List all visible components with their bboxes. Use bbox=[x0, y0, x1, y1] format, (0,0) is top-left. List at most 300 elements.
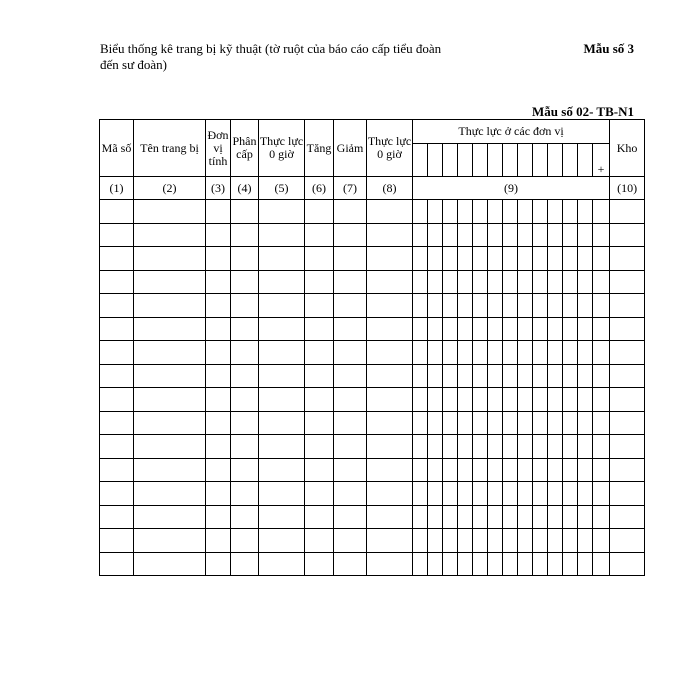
table-cell[interactable] bbox=[503, 270, 518, 294]
table-cell[interactable] bbox=[518, 505, 533, 529]
table-cell[interactable] bbox=[518, 435, 533, 459]
table-cell[interactable] bbox=[548, 388, 563, 412]
table-cell[interactable] bbox=[231, 435, 259, 459]
table-cell[interactable] bbox=[259, 364, 305, 388]
table-cell[interactable] bbox=[473, 364, 488, 388]
table-cell[interactable] bbox=[305, 223, 334, 247]
table-cell[interactable] bbox=[548, 294, 563, 318]
table-cell[interactable] bbox=[488, 411, 503, 435]
table-cell[interactable] bbox=[305, 341, 334, 365]
table-cell[interactable] bbox=[134, 388, 206, 412]
table-cell[interactable] bbox=[503, 458, 518, 482]
table-cell[interactable] bbox=[305, 200, 334, 224]
table-cell[interactable] bbox=[533, 552, 548, 576]
table-cell[interactable] bbox=[488, 247, 503, 271]
table-cell[interactable] bbox=[488, 223, 503, 247]
table-cell[interactable] bbox=[578, 411, 593, 435]
table-cell[interactable] bbox=[305, 505, 334, 529]
table-cell[interactable] bbox=[334, 505, 367, 529]
table-cell[interactable] bbox=[334, 294, 367, 318]
table-cell[interactable] bbox=[458, 341, 473, 365]
table-cell[interactable] bbox=[259, 388, 305, 412]
table-cell[interactable] bbox=[503, 552, 518, 576]
table-cell[interactable] bbox=[593, 482, 610, 506]
table-cell[interactable] bbox=[443, 458, 458, 482]
table-cell[interactable] bbox=[259, 529, 305, 553]
table-cell[interactable] bbox=[578, 200, 593, 224]
table-cell[interactable] bbox=[413, 200, 428, 224]
table-cell[interactable] bbox=[134, 364, 206, 388]
table-cell[interactable] bbox=[610, 552, 645, 576]
table-cell[interactable] bbox=[259, 482, 305, 506]
table-cell[interactable] bbox=[259, 341, 305, 365]
table-cell[interactable] bbox=[610, 294, 645, 318]
table-cell[interactable] bbox=[259, 247, 305, 271]
table-cell[interactable] bbox=[458, 294, 473, 318]
table-cell[interactable] bbox=[458, 223, 473, 247]
table-cell[interactable] bbox=[100, 270, 134, 294]
table-cell[interactable] bbox=[413, 364, 428, 388]
table-cell[interactable] bbox=[206, 482, 231, 506]
table-cell[interactable] bbox=[518, 529, 533, 553]
table-cell[interactable] bbox=[134, 317, 206, 341]
table-cell[interactable] bbox=[518, 223, 533, 247]
table-cell[interactable] bbox=[334, 458, 367, 482]
table-cell[interactable] bbox=[413, 552, 428, 576]
table-cell[interactable] bbox=[593, 505, 610, 529]
table-cell[interactable] bbox=[367, 364, 413, 388]
table-cell[interactable] bbox=[488, 529, 503, 553]
table-cell[interactable] bbox=[367, 341, 413, 365]
table-cell[interactable] bbox=[231, 458, 259, 482]
table-cell[interactable] bbox=[428, 364, 443, 388]
table-cell[interactable] bbox=[334, 388, 367, 412]
table-cell[interactable] bbox=[473, 552, 488, 576]
table-cell[interactable] bbox=[100, 552, 134, 576]
table-cell[interactable] bbox=[503, 435, 518, 459]
table-cell[interactable] bbox=[503, 294, 518, 318]
table-cell[interactable] bbox=[231, 482, 259, 506]
table-cell[interactable] bbox=[563, 458, 578, 482]
table-cell[interactable] bbox=[259, 552, 305, 576]
table-cell[interactable] bbox=[503, 364, 518, 388]
table-cell[interactable] bbox=[578, 388, 593, 412]
table-cell[interactable] bbox=[231, 247, 259, 271]
table-cell[interactable] bbox=[610, 388, 645, 412]
table-cell[interactable] bbox=[443, 411, 458, 435]
table-cell[interactable] bbox=[503, 317, 518, 341]
table-cell[interactable] bbox=[473, 200, 488, 224]
table-cell[interactable] bbox=[305, 552, 334, 576]
table-cell[interactable] bbox=[473, 247, 488, 271]
table-cell[interactable] bbox=[367, 505, 413, 529]
table-cell[interactable] bbox=[134, 411, 206, 435]
table-cell[interactable] bbox=[578, 294, 593, 318]
table-cell[interactable] bbox=[100, 294, 134, 318]
table-cell[interactable] bbox=[458, 200, 473, 224]
table-cell[interactable] bbox=[503, 247, 518, 271]
table-cell[interactable] bbox=[206, 505, 231, 529]
table-cell[interactable] bbox=[548, 435, 563, 459]
table-cell[interactable] bbox=[413, 270, 428, 294]
table-cell[interactable] bbox=[610, 223, 645, 247]
table-cell[interactable] bbox=[473, 482, 488, 506]
table-cell[interactable] bbox=[518, 458, 533, 482]
table-cell[interactable] bbox=[503, 388, 518, 412]
table-cell[interactable] bbox=[610, 247, 645, 271]
table-cell[interactable] bbox=[533, 317, 548, 341]
table-cell[interactable] bbox=[367, 411, 413, 435]
table-cell[interactable] bbox=[473, 458, 488, 482]
table-cell[interactable] bbox=[334, 270, 367, 294]
table-cell[interactable] bbox=[443, 552, 458, 576]
table-cell[interactable] bbox=[473, 411, 488, 435]
table-cell[interactable] bbox=[488, 552, 503, 576]
table-cell[interactable] bbox=[458, 505, 473, 529]
table-cell[interactable] bbox=[533, 458, 548, 482]
table-cell[interactable] bbox=[428, 341, 443, 365]
table-cell[interactable] bbox=[134, 247, 206, 271]
table-cell[interactable] bbox=[533, 482, 548, 506]
table-cell[interactable] bbox=[610, 458, 645, 482]
table-cell[interactable] bbox=[443, 200, 458, 224]
table-cell[interactable] bbox=[134, 529, 206, 553]
table-cell[interactable] bbox=[428, 247, 443, 271]
table-cell[interactable] bbox=[488, 458, 503, 482]
table-cell[interactable] bbox=[473, 317, 488, 341]
table-cell[interactable] bbox=[231, 529, 259, 553]
table-cell[interactable] bbox=[578, 247, 593, 271]
table-cell[interactable] bbox=[367, 200, 413, 224]
table-cell[interactable] bbox=[593, 411, 610, 435]
table-cell[interactable] bbox=[206, 223, 231, 247]
table-cell[interactable] bbox=[443, 505, 458, 529]
table-cell[interactable] bbox=[488, 482, 503, 506]
table-cell[interactable] bbox=[593, 200, 610, 224]
table-cell[interactable] bbox=[259, 458, 305, 482]
table-cell[interactable] bbox=[548, 317, 563, 341]
table-cell[interactable] bbox=[413, 294, 428, 318]
table-cell[interactable] bbox=[488, 364, 503, 388]
table-cell[interactable] bbox=[367, 247, 413, 271]
table-cell[interactable] bbox=[458, 552, 473, 576]
table-cell[interactable] bbox=[413, 458, 428, 482]
table-cell[interactable] bbox=[428, 270, 443, 294]
table-cell[interactable] bbox=[206, 341, 231, 365]
table-cell[interactable] bbox=[428, 317, 443, 341]
table-cell[interactable] bbox=[443, 294, 458, 318]
table-cell[interactable] bbox=[578, 505, 593, 529]
table-cell[interactable] bbox=[458, 411, 473, 435]
table-cell[interactable] bbox=[458, 458, 473, 482]
table-cell[interactable] bbox=[473, 294, 488, 318]
table-cell[interactable] bbox=[367, 317, 413, 341]
table-cell[interactable] bbox=[367, 458, 413, 482]
table-cell[interactable] bbox=[518, 200, 533, 224]
table-cell[interactable] bbox=[134, 482, 206, 506]
table-cell[interactable] bbox=[231, 552, 259, 576]
table-cell[interactable] bbox=[206, 411, 231, 435]
table-cell[interactable] bbox=[533, 341, 548, 365]
table-cell[interactable] bbox=[578, 552, 593, 576]
table-cell[interactable] bbox=[563, 411, 578, 435]
table-cell[interactable] bbox=[473, 529, 488, 553]
table-cell[interactable] bbox=[100, 458, 134, 482]
table-cell[interactable] bbox=[428, 435, 443, 459]
table-cell[interactable] bbox=[610, 529, 645, 553]
table-cell[interactable] bbox=[259, 411, 305, 435]
table-cell[interactable] bbox=[100, 529, 134, 553]
table-cell[interactable] bbox=[533, 435, 548, 459]
table-cell[interactable] bbox=[518, 364, 533, 388]
table-cell[interactable] bbox=[458, 388, 473, 412]
table-cell[interactable] bbox=[443, 435, 458, 459]
table-cell[interactable] bbox=[443, 482, 458, 506]
table-cell[interactable] bbox=[593, 317, 610, 341]
table-cell[interactable] bbox=[610, 317, 645, 341]
table-cell[interactable] bbox=[367, 552, 413, 576]
table-cell[interactable] bbox=[231, 270, 259, 294]
table-cell[interactable] bbox=[443, 270, 458, 294]
table-cell[interactable] bbox=[100, 247, 134, 271]
table-cell[interactable] bbox=[305, 388, 334, 412]
table-cell[interactable] bbox=[593, 247, 610, 271]
table-cell[interactable] bbox=[518, 317, 533, 341]
table-cell[interactable] bbox=[578, 482, 593, 506]
table-cell[interactable] bbox=[578, 341, 593, 365]
table-cell[interactable] bbox=[548, 270, 563, 294]
table-cell[interactable] bbox=[100, 341, 134, 365]
table-cell[interactable] bbox=[563, 200, 578, 224]
table-cell[interactable] bbox=[231, 200, 259, 224]
table-cell[interactable] bbox=[305, 317, 334, 341]
table-cell[interactable] bbox=[458, 270, 473, 294]
table-cell[interactable] bbox=[548, 411, 563, 435]
table-cell[interactable] bbox=[488, 505, 503, 529]
table-cell[interactable] bbox=[367, 223, 413, 247]
table-cell[interactable] bbox=[610, 341, 645, 365]
table-cell[interactable] bbox=[548, 341, 563, 365]
table-cell[interactable] bbox=[548, 200, 563, 224]
table-cell[interactable] bbox=[578, 458, 593, 482]
table-cell[interactable] bbox=[503, 529, 518, 553]
table-cell[interactable] bbox=[443, 317, 458, 341]
table-cell[interactable] bbox=[231, 411, 259, 435]
table-cell[interactable] bbox=[610, 364, 645, 388]
table-cell[interactable] bbox=[593, 552, 610, 576]
table-cell[interactable] bbox=[563, 364, 578, 388]
table-cell[interactable] bbox=[305, 270, 334, 294]
table-cell[interactable] bbox=[413, 411, 428, 435]
table-cell[interactable] bbox=[134, 341, 206, 365]
table-cell[interactable] bbox=[593, 435, 610, 459]
table-cell[interactable] bbox=[563, 223, 578, 247]
table-cell[interactable] bbox=[305, 482, 334, 506]
table-cell[interactable] bbox=[428, 388, 443, 412]
table-cell[interactable] bbox=[548, 505, 563, 529]
table-cell[interactable] bbox=[334, 247, 367, 271]
table-cell[interactable] bbox=[134, 458, 206, 482]
table-cell[interactable] bbox=[231, 223, 259, 247]
table-cell[interactable] bbox=[563, 505, 578, 529]
table-cell[interactable] bbox=[503, 482, 518, 506]
table-cell[interactable] bbox=[503, 200, 518, 224]
table-cell[interactable] bbox=[231, 505, 259, 529]
table-cell[interactable] bbox=[100, 435, 134, 459]
table-cell[interactable] bbox=[518, 247, 533, 271]
table-cell[interactable] bbox=[533, 364, 548, 388]
table-cell[interactable] bbox=[206, 529, 231, 553]
table-cell[interactable] bbox=[259, 200, 305, 224]
table-cell[interactable] bbox=[533, 529, 548, 553]
table-cell[interactable] bbox=[533, 411, 548, 435]
table-cell[interactable] bbox=[578, 223, 593, 247]
table-cell[interactable] bbox=[578, 364, 593, 388]
table-cell[interactable] bbox=[593, 529, 610, 553]
table-cell[interactable] bbox=[443, 223, 458, 247]
table-cell[interactable] bbox=[305, 294, 334, 318]
table-cell[interactable] bbox=[100, 482, 134, 506]
table-cell[interactable] bbox=[334, 435, 367, 459]
table-cell[interactable] bbox=[206, 247, 231, 271]
table-cell[interactable] bbox=[563, 529, 578, 553]
table-cell[interactable] bbox=[259, 317, 305, 341]
table-cell[interactable] bbox=[488, 294, 503, 318]
table-cell[interactable] bbox=[473, 505, 488, 529]
table-cell[interactable] bbox=[533, 247, 548, 271]
table-cell[interactable] bbox=[367, 388, 413, 412]
table-cell[interactable] bbox=[428, 200, 443, 224]
table-cell[interactable] bbox=[428, 482, 443, 506]
table-cell[interactable] bbox=[334, 482, 367, 506]
table-cell[interactable] bbox=[413, 388, 428, 412]
table-cell[interactable] bbox=[578, 435, 593, 459]
table-cell[interactable] bbox=[367, 482, 413, 506]
table-cell[interactable] bbox=[100, 505, 134, 529]
table-cell[interactable] bbox=[458, 317, 473, 341]
table-cell[interactable] bbox=[533, 200, 548, 224]
table-cell[interactable] bbox=[563, 270, 578, 294]
table-cell[interactable] bbox=[548, 482, 563, 506]
table-cell[interactable] bbox=[518, 482, 533, 506]
table-cell[interactable] bbox=[305, 435, 334, 459]
table-cell[interactable] bbox=[533, 223, 548, 247]
table-cell[interactable] bbox=[518, 388, 533, 412]
table-cell[interactable] bbox=[428, 529, 443, 553]
table-cell[interactable] bbox=[443, 388, 458, 412]
table-cell[interactable] bbox=[259, 223, 305, 247]
table-cell[interactable] bbox=[259, 294, 305, 318]
table-cell[interactable] bbox=[578, 317, 593, 341]
table-cell[interactable] bbox=[305, 411, 334, 435]
table-cell[interactable] bbox=[413, 529, 428, 553]
table-cell[interactable] bbox=[578, 529, 593, 553]
table-cell[interactable] bbox=[413, 223, 428, 247]
table-cell[interactable] bbox=[533, 294, 548, 318]
table-cell[interactable] bbox=[413, 435, 428, 459]
table-cell[interactable] bbox=[206, 458, 231, 482]
table-cell[interactable] bbox=[428, 505, 443, 529]
table-cell[interactable] bbox=[518, 294, 533, 318]
table-cell[interactable] bbox=[231, 341, 259, 365]
table-cell[interactable] bbox=[473, 435, 488, 459]
table-cell[interactable] bbox=[134, 552, 206, 576]
table-cell[interactable] bbox=[206, 270, 231, 294]
table-cell[interactable] bbox=[100, 388, 134, 412]
table-cell[interactable] bbox=[231, 364, 259, 388]
table-cell[interactable] bbox=[206, 200, 231, 224]
table-cell[interactable] bbox=[518, 552, 533, 576]
table-cell[interactable] bbox=[259, 270, 305, 294]
table-cell[interactable] bbox=[458, 529, 473, 553]
table-cell[interactable] bbox=[305, 458, 334, 482]
table-cell[interactable] bbox=[518, 270, 533, 294]
table-cell[interactable] bbox=[548, 458, 563, 482]
table-cell[interactable] bbox=[518, 341, 533, 365]
table-cell[interactable] bbox=[578, 270, 593, 294]
table-cell[interactable] bbox=[134, 505, 206, 529]
table-cell[interactable] bbox=[206, 317, 231, 341]
table-cell[interactable] bbox=[100, 364, 134, 388]
table-cell[interactable] bbox=[259, 435, 305, 459]
table-cell[interactable] bbox=[548, 247, 563, 271]
table-cell[interactable] bbox=[610, 200, 645, 224]
table-cell[interactable] bbox=[367, 270, 413, 294]
table-cell[interactable] bbox=[413, 482, 428, 506]
table-cell[interactable] bbox=[413, 247, 428, 271]
table-cell[interactable] bbox=[533, 270, 548, 294]
table-cell[interactable] bbox=[428, 223, 443, 247]
table-cell[interactable] bbox=[334, 364, 367, 388]
table-cell[interactable] bbox=[100, 200, 134, 224]
table-cell[interactable] bbox=[593, 270, 610, 294]
table-cell[interactable] bbox=[443, 247, 458, 271]
table-cell[interactable] bbox=[503, 505, 518, 529]
table-cell[interactable] bbox=[488, 341, 503, 365]
table-cell[interactable] bbox=[367, 529, 413, 553]
table-cell[interactable] bbox=[548, 364, 563, 388]
table-cell[interactable] bbox=[473, 223, 488, 247]
table-cell[interactable] bbox=[488, 200, 503, 224]
table-cell[interactable] bbox=[334, 223, 367, 247]
table-cell[interactable] bbox=[563, 247, 578, 271]
table-cell[interactable] bbox=[100, 317, 134, 341]
table-cell[interactable] bbox=[428, 458, 443, 482]
table-cell[interactable] bbox=[593, 458, 610, 482]
table-cell[interactable] bbox=[563, 341, 578, 365]
table-cell[interactable] bbox=[593, 364, 610, 388]
table-cell[interactable] bbox=[134, 294, 206, 318]
table-cell[interactable] bbox=[305, 247, 334, 271]
table-cell[interactable] bbox=[488, 317, 503, 341]
table-cell[interactable] bbox=[206, 388, 231, 412]
table-cell[interactable] bbox=[231, 317, 259, 341]
table-cell[interactable] bbox=[428, 552, 443, 576]
table-cell[interactable] bbox=[206, 435, 231, 459]
table-cell[interactable] bbox=[563, 552, 578, 576]
table-cell[interactable] bbox=[259, 505, 305, 529]
table-cell[interactable] bbox=[610, 270, 645, 294]
table-cell[interactable] bbox=[593, 341, 610, 365]
table-cell[interactable] bbox=[367, 294, 413, 318]
table-cell[interactable] bbox=[488, 388, 503, 412]
table-cell[interactable] bbox=[206, 364, 231, 388]
table-cell[interactable] bbox=[231, 294, 259, 318]
table-cell[interactable] bbox=[593, 223, 610, 247]
table-cell[interactable] bbox=[443, 529, 458, 553]
table-cell[interactable] bbox=[206, 294, 231, 318]
table-cell[interactable] bbox=[533, 505, 548, 529]
